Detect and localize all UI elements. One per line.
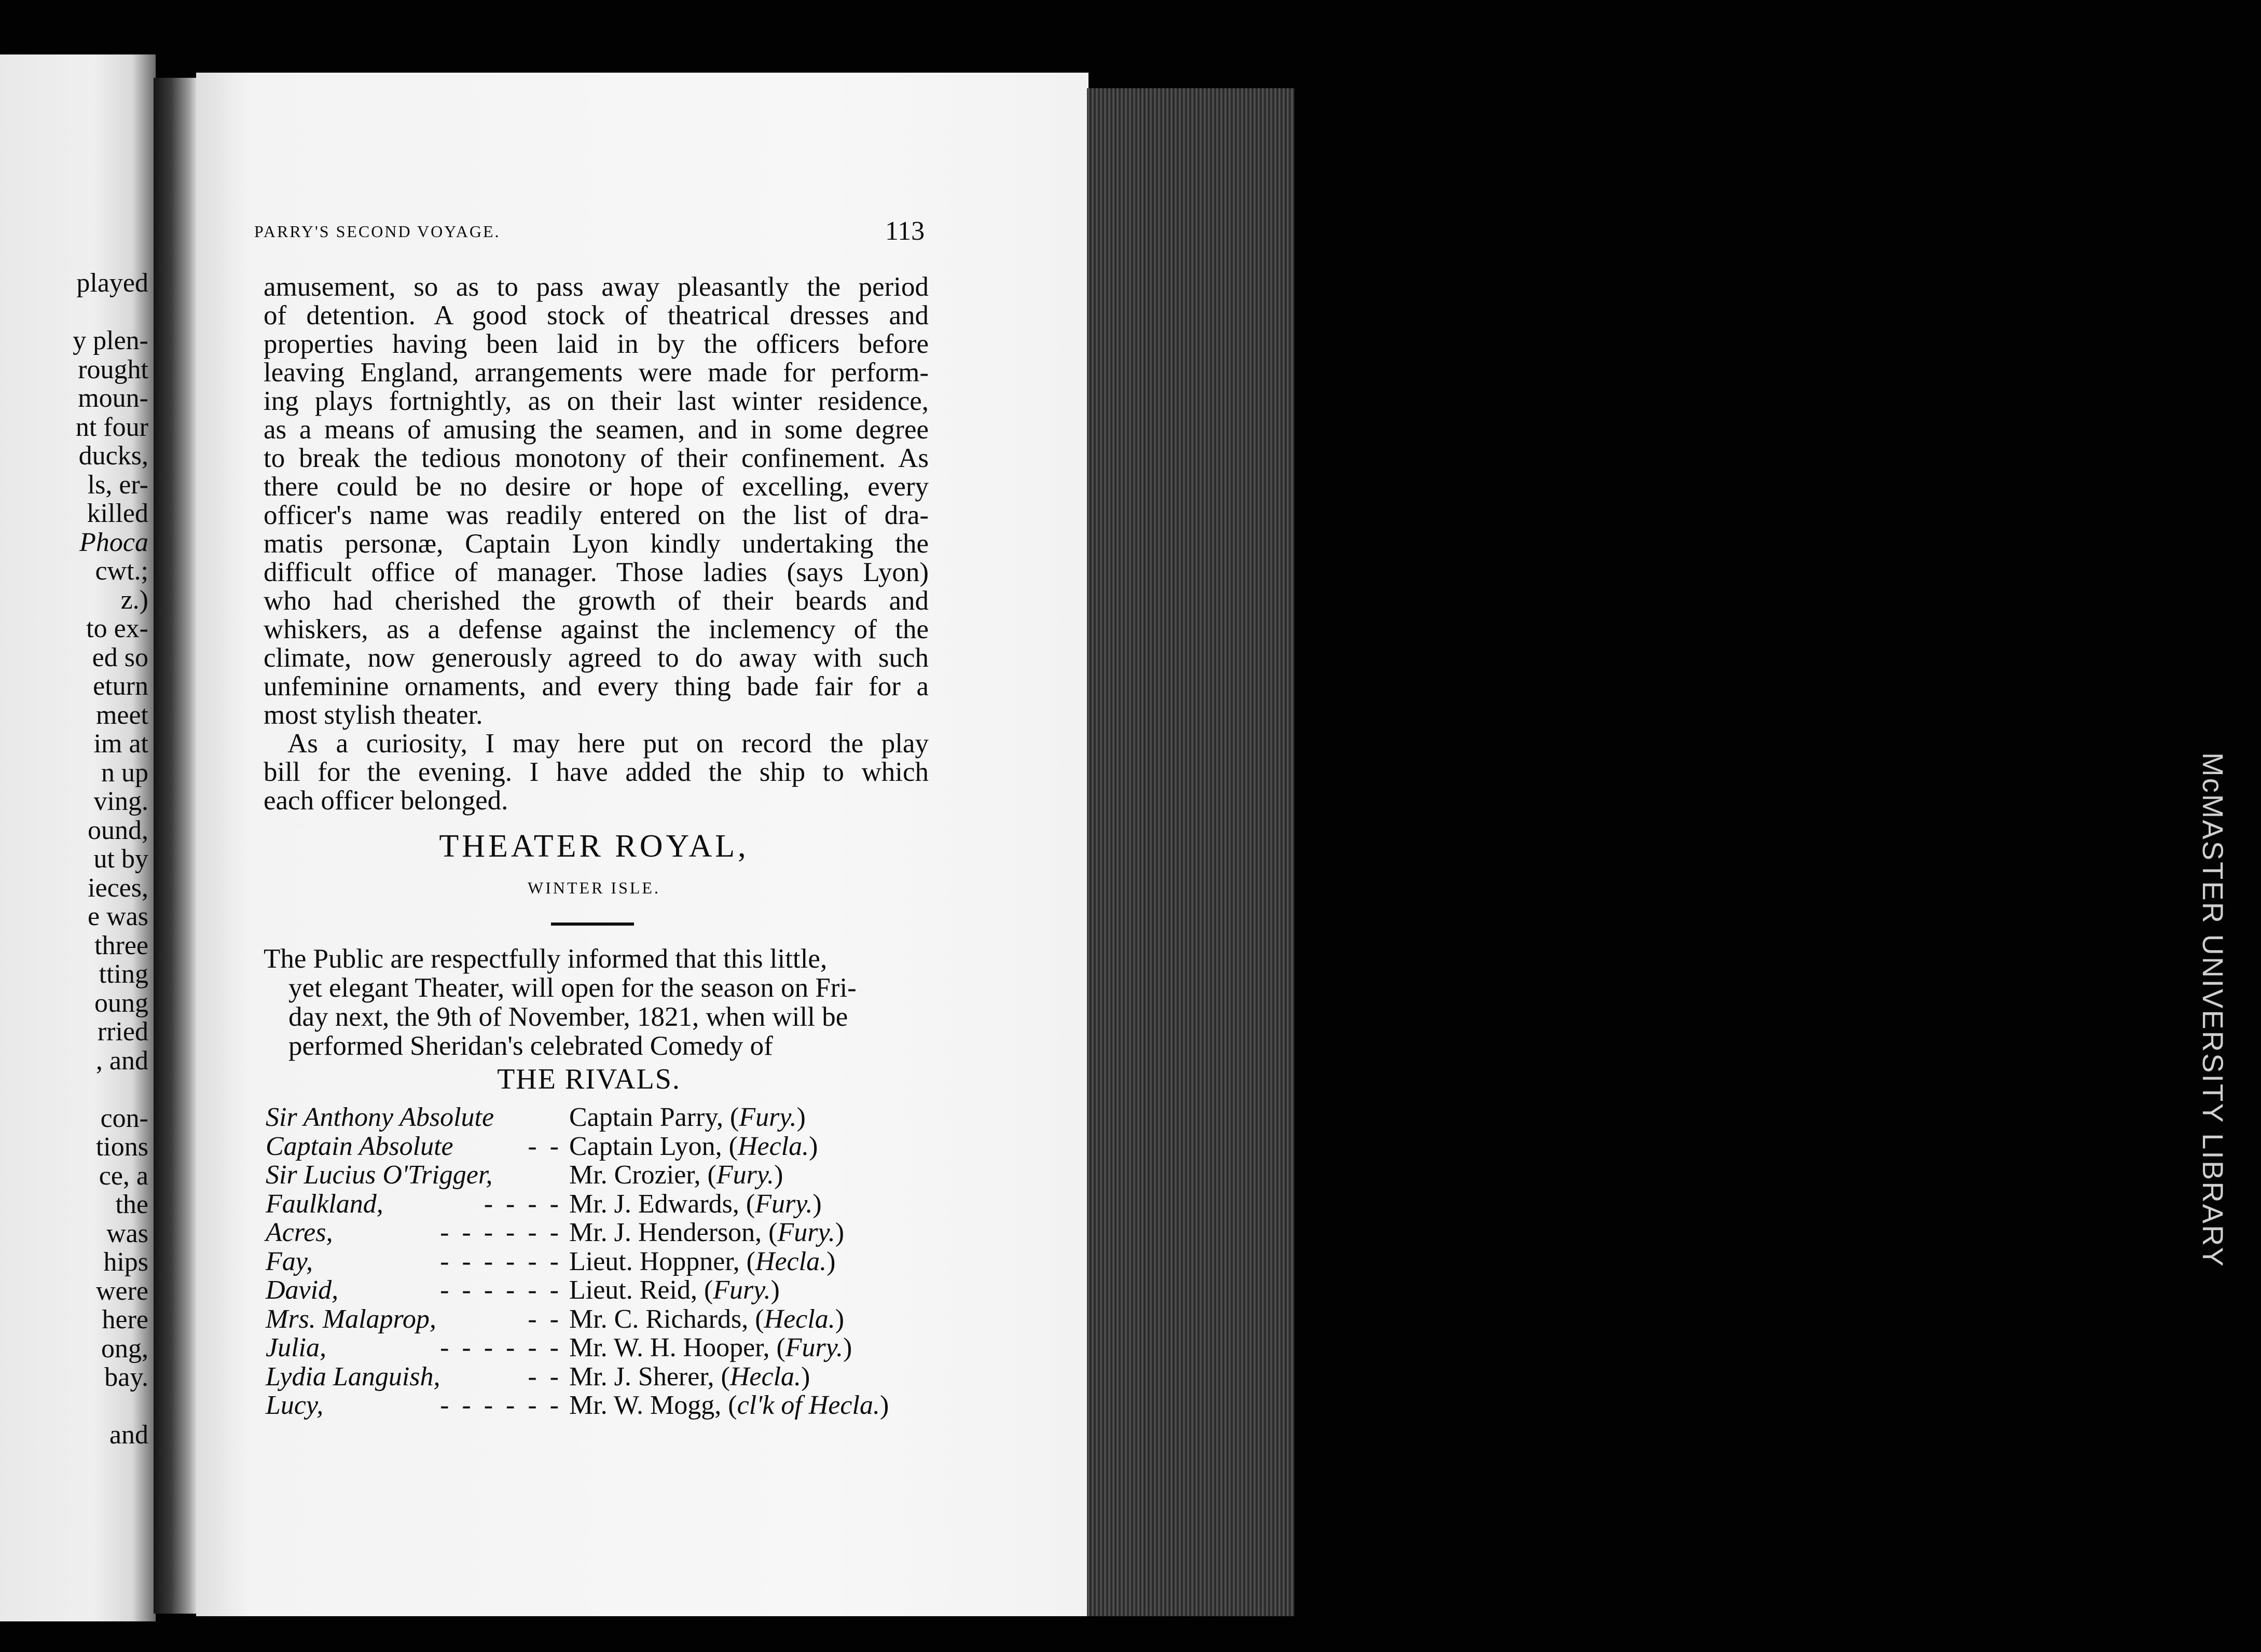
cast-role: Lydia Languish, <box>266 1361 440 1392</box>
cast-actor <box>569 1306 844 1333</box>
library-stamp-text: McMASTER UNIVERSITY LIBRARY <box>2197 752 2229 1268</box>
cast-leader-dashes: - - <box>528 1131 562 1161</box>
left-page-line: bay. <box>104 1362 148 1392</box>
body-line: most stylish theater. <box>264 700 483 730</box>
left-page-line: hips <box>103 1247 148 1277</box>
left-page-line: rried <box>97 1017 148 1047</box>
cast-actor <box>569 1334 852 1361</box>
left-page-line: , and <box>95 1045 148 1076</box>
cast-role: Julia, <box>266 1333 326 1362</box>
actor-name: Mr. Crozier, ( <box>569 1160 716 1190</box>
left-page-line: rought <box>78 354 148 384</box>
body-line: leaving England, arrangements were made for perform- <box>264 357 929 388</box>
left-page-line: played <box>76 268 148 298</box>
body-line: whiskers, as a defense against the inclemency of the <box>264 614 929 644</box>
left-page-line: were <box>95 1276 148 1306</box>
body-line: bill for the evening. I have added the ship to which <box>264 757 929 787</box>
actor-close-paren: ) <box>843 1333 852 1362</box>
cast-row <box>266 1306 950 1336</box>
announcement-line: yet elegant Theater, will open for the season on Fri- <box>288 973 857 1003</box>
left-page-line: ducks, <box>78 441 148 471</box>
actor-ship: Hecla. <box>764 1304 835 1334</box>
left-page-line: and <box>109 1420 148 1450</box>
cast-role: Mrs. Malaprop, <box>266 1304 436 1334</box>
cast-actor <box>569 1392 889 1419</box>
actor-name: Captain Parry, ( <box>569 1103 739 1132</box>
actor-ship: Fury. <box>713 1275 771 1305</box>
left-page-line: ls, er- <box>87 470 148 500</box>
cast-role: Sir Lucius O'Trigger, <box>266 1160 493 1190</box>
actor-close-paren: ) <box>812 1189 822 1219</box>
cast-actor <box>569 1248 835 1275</box>
left-page-line: n up <box>101 758 148 788</box>
divider-rule <box>551 923 634 926</box>
actor-ship: Fury. <box>755 1189 813 1219</box>
cast-row <box>266 1133 950 1163</box>
running-head: PARRY'S SECOND VOYAGE. <box>254 222 501 241</box>
left-page-line: ce, a <box>99 1161 148 1191</box>
left-page-line: ound, <box>88 815 148 845</box>
left-page-line: here <box>102 1305 148 1334</box>
left-page-line: ong, <box>101 1333 148 1364</box>
left-page-line: con- <box>100 1103 148 1133</box>
actor-name: Lieut. Hoppner, ( <box>569 1246 755 1276</box>
body-line: matis personæ, Captain Lyon kindly undertaking the <box>264 529 929 559</box>
cast-actor <box>569 1191 822 1218</box>
announcement-line: The Public are respectfully informed that this little, <box>264 944 828 974</box>
actor-ship: cl'k of Hecla. <box>737 1391 880 1420</box>
cast-leader-dashes: - - - - - - <box>440 1333 562 1362</box>
cast-actor <box>569 1133 818 1160</box>
actor-name: Captain Lyon, ( <box>569 1131 738 1161</box>
actor-close-paren: ) <box>770 1275 780 1305</box>
left-page-line: nt four <box>75 412 148 442</box>
actor-ship: Fury. <box>777 1218 835 1247</box>
actor-name: Mr. W. H. Hooper, ( <box>569 1333 785 1362</box>
left-page-line: oung <box>94 988 148 1018</box>
actor-ship: Fury. <box>739 1103 797 1132</box>
left-page-line: moun- <box>78 383 148 413</box>
cast-row <box>266 1162 950 1192</box>
left-page-line: eturn <box>93 671 148 701</box>
play-title: THE RIVALS. <box>497 1063 681 1095</box>
body-line: each officer belonged. <box>264 786 508 816</box>
actor-name: Mr. J. Sherer, ( <box>569 1361 730 1392</box>
cast-actor <box>569 1361 810 1392</box>
cast-actor <box>569 1277 780 1304</box>
actor-close-paren: ) <box>826 1246 836 1276</box>
actor-name: Lieut. Reid, ( <box>569 1275 713 1305</box>
cast-role: David, <box>266 1275 339 1305</box>
left-page-line: im at <box>93 729 148 759</box>
left-page-line: cwt.; <box>95 556 148 586</box>
left-page-line: tting <box>99 959 148 989</box>
body-line: ing plays fortnightly, as on their last winter residence, <box>264 386 929 416</box>
actor-close-paren: ) <box>809 1131 818 1161</box>
announcement-line: performed Sheridan's celebrated Comedy of <box>288 1031 773 1061</box>
body-line: difficult office of manager. Those ladies (says Lyon) <box>264 557 929 587</box>
cast-row <box>266 1392 950 1422</box>
actor-close-paren: ) <box>801 1361 810 1392</box>
left-page-line: z.) <box>120 585 148 615</box>
body-line: officer's name was readily entered on the list of dra- <box>264 500 929 530</box>
library-stamp <box>2197 752 2261 1268</box>
cast-role: Acres, <box>266 1218 333 1247</box>
cast-leader-dashes: - - - - <box>484 1189 562 1219</box>
cast-actor <box>569 1162 783 1189</box>
actor-ship: Hecla. <box>737 1131 809 1161</box>
cast-leader-dashes: - - - - - - <box>440 1275 562 1305</box>
actor-name: Mr. J. Henderson, ( <box>569 1218 778 1247</box>
cast-row <box>266 1191 950 1221</box>
cast-actor <box>569 1104 806 1131</box>
left-page-line: e was <box>88 902 148 931</box>
cast-row <box>266 1334 950 1365</box>
announcement-line: day next, the 9th of November, 1821, when will be <box>288 1002 848 1032</box>
left-page-line: tions <box>95 1132 148 1162</box>
body-line: as a means of amusing the seamen, and in some degree <box>264 415 929 445</box>
body-line: unfeminine ornaments, and every thing bade fair for a <box>264 671 929 701</box>
actor-name: Mr. J. Edwards, ( <box>569 1189 755 1219</box>
cast-row <box>266 1104 950 1134</box>
actor-close-paren: ) <box>796 1103 806 1132</box>
cast-row <box>266 1248 950 1278</box>
cast-actor <box>569 1219 844 1246</box>
actor-close-paren: ) <box>835 1218 845 1247</box>
left-page-line: killed <box>87 499 148 528</box>
body-line: properties having been laid in by the officers before <box>264 329 929 359</box>
left-page-line: three <box>94 930 148 960</box>
left-page-line: Phoca <box>79 527 148 557</box>
left-page-line: ed so <box>92 642 148 672</box>
cast-leader-dashes: - - - - - - <box>440 1246 562 1276</box>
actor-name: Mr. C. Richards, ( <box>569 1304 764 1334</box>
left-page-line: ving. <box>93 787 148 816</box>
body-line: who had cherished the growth of their beards and <box>264 586 929 616</box>
cast-role: Lucy, <box>266 1391 324 1420</box>
cast-leader-dashes: - - - - - - <box>440 1218 562 1247</box>
body-line: there could be no desire or hope of excelling, every <box>264 472 929 502</box>
actor-name: Mr. W. Mogg, ( <box>569 1391 737 1420</box>
actor-close-paren: ) <box>835 1304 845 1334</box>
left-page-line: meet <box>95 700 148 730</box>
cast-row <box>266 1361 950 1394</box>
body-line: to break the tedious monotony of their confinement. As <box>264 443 929 473</box>
cast-leader-dashes: - - <box>528 1304 562 1334</box>
body-line: of detention. A good stock of theatrical dresses and <box>264 300 929 331</box>
actor-ship: Fury. <box>716 1160 775 1190</box>
cast-leader-dashes: - - <box>528 1361 562 1392</box>
body-line: climate, now generously agreed to do away with such <box>264 643 929 673</box>
left-page-line: ut by <box>93 844 148 874</box>
left-page-line: ieces, <box>88 873 148 903</box>
page-number: 113 <box>885 216 925 246</box>
cast-role: Faulkland, <box>266 1189 383 1219</box>
left-page-line: was <box>106 1218 148 1248</box>
cast-role: Sir Anthony Absolute <box>266 1103 494 1132</box>
actor-close-paren: ) <box>879 1391 889 1420</box>
left-page-line: y plen- <box>73 326 148 355</box>
actor-close-paren: ) <box>774 1160 783 1190</box>
cast-role: Fay, <box>266 1246 313 1276</box>
cast-role: Captain Absolute <box>266 1131 453 1161</box>
actor-ship: Fury. <box>785 1333 844 1362</box>
theater-subtitle: WINTER ISLE. <box>528 878 660 897</box>
left-page-line: the <box>115 1190 148 1219</box>
body-line: As a curiosity, I may here put on record the play <box>287 728 929 759</box>
left-page-line: to ex- <box>86 614 148 643</box>
cast-leader-dashes: - - - - - - <box>440 1391 562 1420</box>
body-line: amusement, so as to pass away pleasantly the period <box>264 272 929 302</box>
theater-title: THEATER ROYAL, <box>439 829 749 864</box>
actor-ship: Hecla. <box>755 1246 827 1276</box>
cast-row <box>266 1219 950 1249</box>
actor-ship: Hecla. <box>729 1361 802 1392</box>
cast-row <box>266 1277 950 1307</box>
